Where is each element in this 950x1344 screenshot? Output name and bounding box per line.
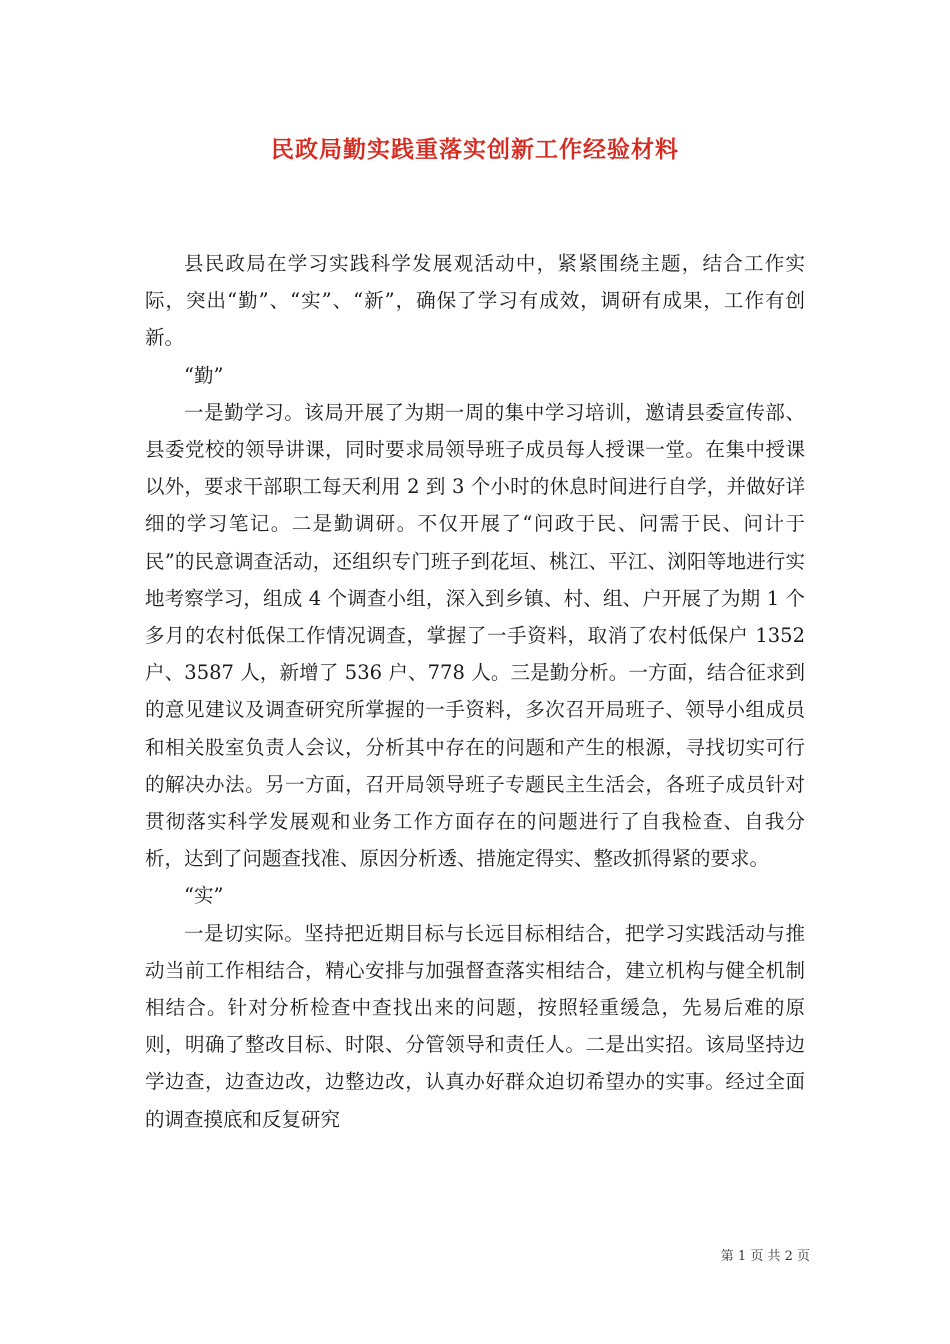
section-heading-qin: “勤” (184, 363, 224, 387)
section-heading-shi: “实” (184, 884, 224, 908)
paragraph-shi: 一是切实际。坚持把近期目标与长远目标相结合，把学习实践活动与推动当前工作相结合，精心安排与加强督查落实相结合，建立机构与健全机制相结合。针对分析检查中查找出来的问题，按照轻重缓急，先易后难的原则，明确了整改目标、时限、分管领导和责任人。二是出实招。该局坚持边学边查，边查边改，边整边改，认真办好群众迫切希望办的实事。经过全面的调查摸底和反复研究 (145, 921, 805, 1131)
paragraph-intro: 县民政局在学习实践科学发展观活动中，紧紧围绕主题，结合工作实际，突出“勤”、“实”、“新”，确保了学习有成效，调研有成果，工作有创新。 (145, 252, 805, 350)
paragraph-qin: 一是勤学习。该局开展了为期一周的集中学习培训，邀请县委宣传部、县委党校的领导讲课，同时要求局领导班子成员每人授课一堂。在集中授课以外，要求干部职工每天利用 2 到 3 个小时的休息时间进行自学，并做好详细的学习笔记。二是勤调研。不仅开展了“问政于民、问需于民、问计于民”的民意调查活动，还组织专门班子到花垣、桃江、平江、浏阳等地进行实地考察学习，组成 4 个调查小组，深入到乡镇、村、组、户开展了为期 1 个多月的农村低保工作情况调查，掌握了一手资料，取消了农村低保户 1352 户、3587 人，新增了 536 户、778 人。三是勤分析。一方面，结合征求到的意见建议及调查研究所掌握的一手资料，多次召开局班子、领导小组成员和相关股室负责人会议，分析其中存在的问题和产生的根源，寻找切实可行的解决办法。另一方面，召开局领导班子专题民主生活会，各班子成员针对贯彻落实科学发展观和业务工作方面存在的问题进行了自我检查、自我分析，达到了问题查找准、原因分析透、措施定得实、整改抓得紧的要求。 (145, 400, 805, 871)
page-number: 第 1 页 共 2 页 (720, 1249, 810, 1264)
document-title: 民政局勤实践重落实创新工作经验材料 (271, 136, 679, 163)
document-body (145, 245, 805, 1138)
